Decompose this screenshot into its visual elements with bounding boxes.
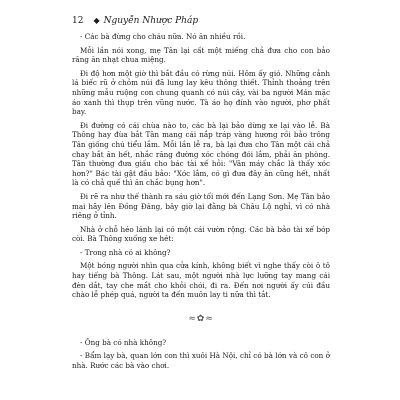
author-name: Nguyễn Nhược Pháp <box>103 16 199 26</box>
page-number: 12 <box>72 16 84 26</box>
paragraph: Đi đường có cái chùa nào to, các bà lại bảo dừng xe lại vào lễ. Bà Thông hay đùa bắt Tân mang cái nắp tráp vàng hương rồi bảo trông Tân giống chú tiểu lắm. Mỗi lần lễ ra, bà lại đưa cho Tân một cái chả chay bắt ăn hết, nhắc răng đường xóc chóng đói lắm, phải ăn phòng. Tân thường đưa giấu cho bác tài xế hỏi: "Vân máy chắc là thấy xóc hơn?" Bác tài gật đầu bảo: "Xóc lắm, có gì đưa đây ăn cũng hết, nhất là có chả quế thì ăn chắc bụng hơn". <box>72 120 330 188</box>
body-text <box>72 32 330 371</box>
section-divider-ornament-icon: ≈✿≈ <box>188 313 214 324</box>
running-header <box>72 16 330 26</box>
paragraph: Đi độ hơn một giờ thì bắt đầu có rừng núi. Hôm ấy gió. Những cảnh lá biếc rũ ở chỏm núi đã lung lay kêu thông thiết. Thỉnh thoảng trên những mẫu ruộng con chung quanh có núi cây, vài ba người Mán mặc áo xanh thì thụp trên vũng nước. Tà áo họ đính vào người, phơ phất bay. <box>72 68 330 117</box>
paragraph: - Trong nhà có ai không? <box>80 247 171 257</box>
paragraph: Một bóng người nhìn qua cửa kính, không biết vì nghe thấy còi ô tô hay tiếng bà Thông. Lát sau, một người nhà lực lưỡng tay mang cái đèn dắt, tay che mắt cho khỏi chói, đi ra. Đến nơi người ấy cúi đầu chào lễ phép quá, người ta đến muôn lay ti nữa thì tắt. <box>72 261 330 300</box>
paragraph: - Bẩm lạy bà, quan lớn con thì xuôi Hà Nội, chỉ có bà lớn và cô con ở nhà. Rước các bà vào chơi. <box>72 351 330 371</box>
header-separator-icon: ◆ <box>93 16 100 25</box>
paragraph: Đi rẽ ra như thế thành ra sáu giờ tối mới đến Lạng Sơn. Mẹ Tân bảo mai hãy lên Đồng Đăng, bây giờ lại đằng bà Châu Lộ nghỉ, vì có nhà riêng ở tỉnh. <box>72 191 330 221</box>
paragraph: Nhà ở chỗ héo lánh lại có một cái vườn rộng. Các bà bảo tài xế bóp còi. Bà Thông xuống xe hét: <box>72 224 330 244</box>
paragraph: Mỗi lần nói xong, mẹ Tân lại cất một miếng chả đưa cho con bảo răng ăn nhạt chua miệng. <box>72 45 330 65</box>
paragraph: - Các bà đừng cho cháu nữa. Nó ăn nhiều rồi. <box>80 32 246 41</box>
paragraph: - Ông bà có nhà không? <box>80 337 167 347</box>
